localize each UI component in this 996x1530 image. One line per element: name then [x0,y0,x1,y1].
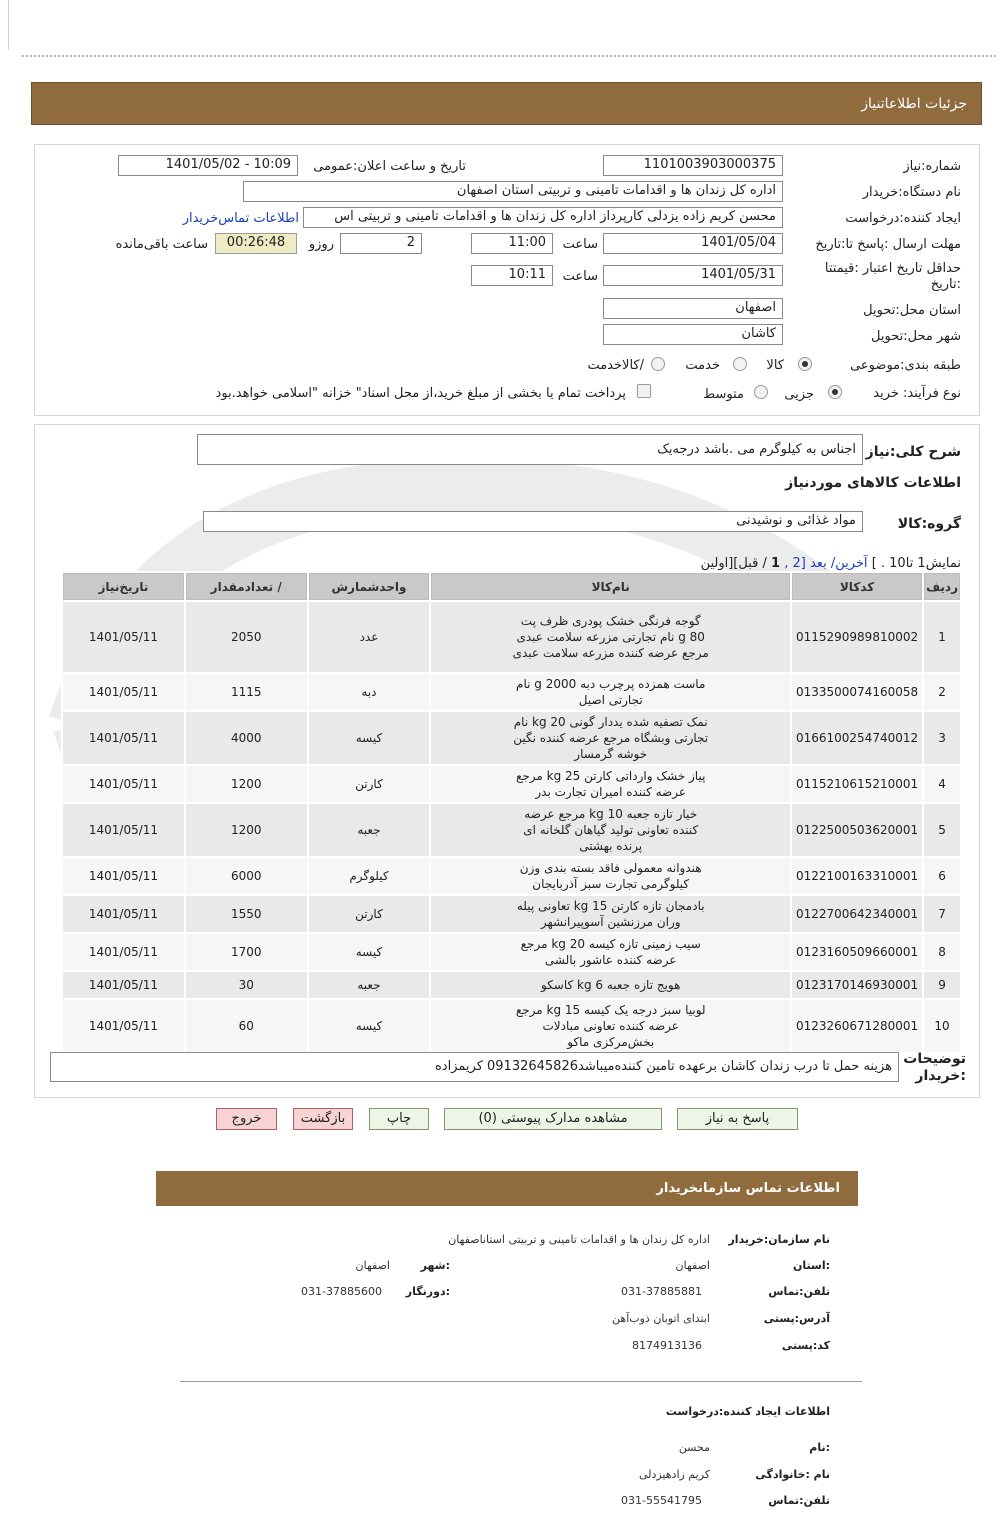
postal-label: کد:پستی [781,1339,830,1352]
table-row [63,804,960,856]
cell-row: 3 [924,712,960,764]
cell-name: لوبیا سبز درجه یک کیسه 15 kg مرجع عرضه کننده تعاونی مبادلات بخش‌مرکزی ماکو [431,1000,790,1052]
cell-code: 0115210615210001 [792,766,922,802]
attachments-button[interactable]: مشاهده مدارک پیوستی (0) [444,1108,662,1130]
postal-value: 8174913136 [632,1339,702,1352]
cell-code: 0133500074160058 [792,674,922,710]
city-value-contact: اصفهان [355,1259,390,1272]
pagination-current: 1 [771,556,781,571]
cell-name: سیب زمینی تازه کیسه 20 kg مرجع عرضه کننده عاشور بالشی [431,934,790,970]
table-row [63,934,960,970]
table-row [63,674,960,710]
category-service-radio[interactable] [733,357,747,371]
cell-unit: دبه [309,674,430,710]
cell-date: 1401/05/11 [63,712,184,764]
city-field: کاشان [603,324,783,345]
cell-name: هویج تازه جعبه 6 kg کاسکو [431,972,790,998]
category-goods-label: کالا [766,358,784,373]
cell-qty: 1700 [186,934,307,970]
need-number-label: شماره:نیاز [903,159,961,174]
cell-unit: جعبه [309,972,430,998]
creator-label: ایجاد کننده:درخواست [845,211,961,226]
cell-date: 1401/05/11 [63,804,184,856]
cell-row: 6 [924,858,960,894]
cell-date: 1401/05/11 [63,766,184,802]
reply-button[interactable]: پاسخ به نیاز [677,1108,798,1130]
table-row [63,858,960,894]
buyer-field: اداره کل زندان ها و اقدامات تامینی و تربیتی استان اصفهان [243,181,783,202]
contact-divider [180,1381,862,1382]
cell-unit: جعبه [309,804,430,856]
goods-info-title: اطلاعات کالاهای موردنیاز [785,475,961,491]
category-service-label: خدمت [685,358,720,373]
deadline-time-label: ساعت [562,237,598,252]
process-partial-label: جزیی [784,387,814,402]
cell-qty: 1550 [186,896,307,932]
cell-unit: کارتن [309,766,430,802]
validity-label-2: :تاریخ [930,277,961,292]
cell-code: 0123260671280001 [792,1000,922,1052]
cell-code: 0122100163310001 [792,858,922,894]
cell-qty: 30 [186,972,307,998]
creator-field: محسن کریم زاده یزدلی کارپرداز اداره کل زندان ها و اقدامات تامینی و تربیتی اس [303,207,783,228]
cell-code: 0122500503620001 [792,804,922,856]
process-medium-label: متوسط [703,387,744,402]
buyer-notes-field: هزینه حمل تا درب زندان کاشان برعهده تامین کننده‌میباشد09132645826 کریمزاده [50,1052,899,1082]
table-row [63,1000,960,1052]
buyer-label: نام دستگاه:خریدار [862,185,961,200]
cell-name: هندوانه معمولی فاقد بسته بندی وزن کیلوگرمی تجارت سبز آذربایجان [431,858,790,894]
contact-header [156,1171,858,1206]
cell-date: 1401/05/11 [63,896,184,932]
city-label-contact: :شهر [420,1259,450,1272]
name-label: :نام [809,1441,830,1454]
need-number-field: 1101003903000375 [603,155,783,176]
deadline-time-field: 11:00 [471,233,553,254]
page-title: جزئیات اطلاعاتنیاز [861,96,967,112]
family-value: کریم زادهیزدلی [638,1468,710,1481]
print-button[interactable]: چاپ [369,1108,429,1130]
exit-button[interactable]: خروج [216,1108,277,1130]
table-row [63,602,960,672]
process-medium-radio[interactable] [754,385,768,399]
payment-checkbox[interactable] [637,384,651,398]
table-row [63,972,960,998]
pagination-prefix: نمایش1 تا10 . ] [871,556,961,571]
cell-row: 8 [924,934,960,970]
cell-date: 1401/05/11 [63,674,184,710]
cell-code: 0122700642340001 [792,896,922,932]
cell-qty: 1200 [186,804,307,856]
description-field: اجناس به کیلوگرم می .باشد درجه‌یک [197,434,863,465]
buyer-notes-label: توضیحات [903,1051,966,1067]
cell-qty: 60 [186,1000,307,1052]
cell-code: 0123170146930001 [792,972,922,998]
validity-time-label: ساعت [562,269,598,284]
pagination-last[interactable]: آخرین/ [830,556,868,571]
cell-row: 4 [924,766,960,802]
pagination-pages[interactable]: [2 , [784,556,806,571]
pagination-next[interactable]: بعد [809,556,827,571]
cell-date: 1401/05/11 [63,858,184,894]
fax-label: :دورنگار [405,1285,450,1298]
description-label: شرح کلی:نیاز [865,444,961,460]
org-value: اداره کل زندان ها و اقدامات تامینی و تربیتی استاناصفهان [448,1233,710,1246]
cell-qty: 1115 [186,674,307,710]
category-both-label: /کالاخدمت [587,358,644,373]
col-unit: واحدشمارش [309,573,430,600]
col-code: کدکالا [792,573,922,600]
family-label: نام :خانوادگی [755,1468,830,1481]
table-header-row [63,573,960,600]
city-label: شهر محل:تحویل [871,329,961,344]
col-date: تاریخ‌نیاز [63,573,184,600]
col-qty: / تعدادمقدار [186,573,307,600]
address-value: ابتدای اتوبان ذوب‌آهن [612,1312,710,1325]
remaining-time: 00:26:48 [215,233,297,254]
category-label: طبقه بندی:موضوعی [850,358,961,373]
deadline-label: مهلت ارسال :پاسخ تا:تاریخ [815,237,961,252]
pagination-rest: / قبل][اولین [700,556,767,571]
cell-row: 7 [924,896,960,932]
table-row [63,896,960,932]
cell-name: ماست همزده پرچرب دبه 2000 g نام تجارتی اصیل [431,674,790,710]
cell-name: خیار تازه جعبه 10 kg مرجع عرضه کننده تعاونی تولید گیاهان گلخانه ای پرنده بهشتی [431,804,790,856]
creator-info-title: اطلاعات ایجاد کننده:درخواست [665,1405,830,1418]
creator-phone-label: تلفن:تماس [768,1494,830,1507]
creator-phone-value: 031-55541795 [621,1494,702,1507]
announce-label: تاریخ و ساعت اعلان:عمومی [313,159,466,174]
cell-date: 1401/05/11 [63,1000,184,1052]
province-label-contact: :استان [793,1259,830,1272]
validity-label: حداقل تاریخ اعتبار :قیمتتا [824,261,961,276]
cell-qty: 2050 [186,602,307,672]
details-header [31,82,982,125]
cell-unit: کیسه [309,934,430,970]
cell-unit: کارتن [309,896,430,932]
address-label: آدرس:پستی [763,1312,830,1325]
cell-code: 0123160509660001 [792,934,922,970]
org-label: نام سازمان:خریدار [728,1233,830,1246]
process-partial-radio[interactable] [828,385,842,399]
deadline-date-field: 1401/05/04 [603,233,783,254]
cell-qty: 6000 [186,858,307,894]
goods-table [61,571,962,1054]
cell-row: 2 [924,674,960,710]
left-rule [8,0,9,50]
group-field: مواد غذائی و نوشیدنی [203,511,863,532]
fax-value: 031-37885600 [301,1285,382,1298]
contact-title: اطلاعات تماس سازمانخریدار [656,1181,840,1196]
cell-name: نمک تصفیه شده یددار گونی 20 kg نام تجارتی وبشگاه مرجع عرضه کننده نگین خوشه گرمسار [431,712,790,764]
cell-row: 10 [924,1000,960,1052]
phone-label-contact: تلفن:تماس [768,1285,830,1298]
cell-name: بادمجان تازه کارتن 15 kg تعاونی پیله وران مرزنشین آسوپیرانشهر [431,896,790,932]
province-value-contact: اصفهان [675,1259,710,1272]
remaining-label: ساعت باقی‌مانده [115,237,208,252]
cell-row: 1 [924,602,960,672]
cell-code: 0115290989810002 [792,602,922,672]
name-value: محسن [678,1441,710,1454]
buyer-notes-label-2: :خریدار [915,1068,966,1084]
process-label: نوع فرآیند: خرید [873,386,961,401]
validity-date-field: 1401/05/31 [603,265,783,286]
cell-unit: کیسه [309,1000,430,1052]
cell-date: 1401/05/11 [63,934,184,970]
cell-name: پیاز خشک وارداتی کارتن 25 kg مرجع عرضه کننده امیران تجارت بدر [431,766,790,802]
validity-time-field: 10:11 [471,265,553,286]
cell-unit: عدد [309,602,430,672]
cell-unit: کیلوگرم [309,858,430,894]
cell-row: 9 [924,972,960,998]
category-goods-radio[interactable] [798,357,812,371]
back-button[interactable]: بازگشت [293,1108,353,1130]
days-label: روزو [308,237,334,252]
cell-date: 1401/05/11 [63,602,184,672]
category-both-radio[interactable] [651,357,665,371]
phone-value-contact: 031-37885881 [621,1285,702,1298]
payment-note: پرداخت تمام یا بخشی از مبلغ خرید،از محل اسناد" خزانه "اسلامی خواهد.بود [215,386,626,401]
cell-qty: 1200 [186,766,307,802]
cell-unit: کیسه [309,712,430,764]
cell-qty: 4000 [186,712,307,764]
cell-date: 1401/05/11 [63,972,184,998]
cell-code: 0166100254740012 [792,712,922,764]
province-label: استان محل:تحویل [863,303,961,318]
pagination [701,556,961,571]
table-row [63,766,960,802]
table-row [63,712,960,764]
cell-name: گوجه فرنگی خشک پودری ظرف پت 80 g نام تجارتی مزرعه سلامت عبدی مرجع عرضه کننده مزرعه سلامت عبدی [431,602,790,672]
days-field: 2 [340,233,422,254]
province-field: اصفهان [603,298,783,319]
cell-row: 5 [924,804,960,856]
col-name: نام‌کالا [431,573,790,600]
dotted-divider [22,55,996,57]
buyer-contact-link[interactable]: اطلاعات تماس‌خریدار [182,211,299,226]
group-label: گروه:کالا [897,516,961,532]
announce-field: 1401/05/02 - 10:09 [118,155,298,176]
col-row: ردیف [924,573,960,600]
